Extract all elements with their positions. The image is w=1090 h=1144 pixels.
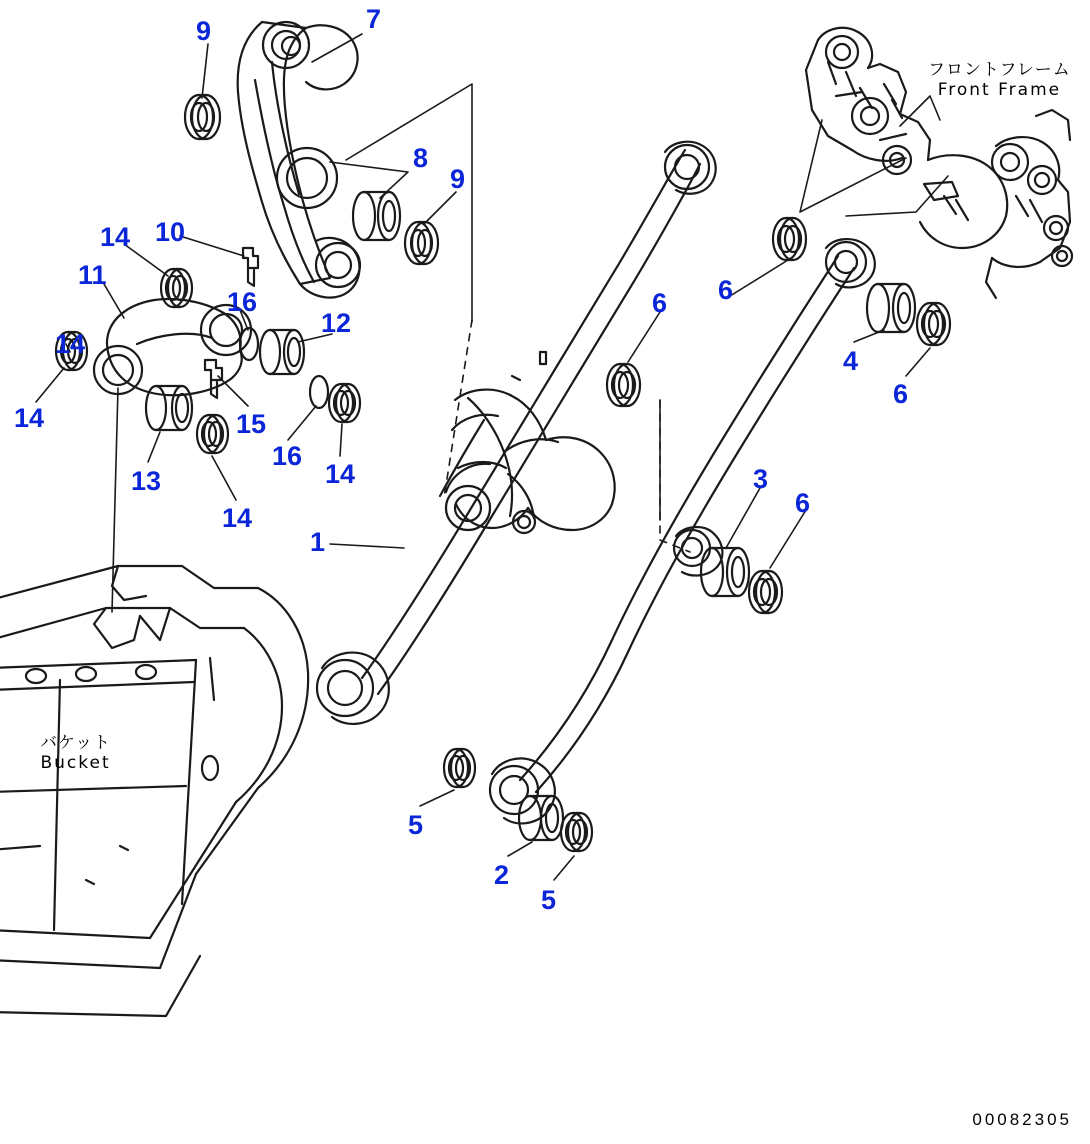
- bushing-part-8: [353, 192, 400, 240]
- callout-6-c: 6: [893, 379, 909, 409]
- bucket-label-en: Bucket: [40, 753, 111, 773]
- bushing-part-2: [519, 796, 563, 840]
- washer-part-16-b: [310, 376, 328, 408]
- callout-6-d: 6: [795, 488, 811, 518]
- seal-part-14-d: [329, 384, 360, 422]
- bushing-part-4: [867, 284, 915, 332]
- callout-1: 1: [310, 527, 326, 557]
- callout-9: 9: [196, 16, 212, 46]
- seal-part-5-a: [444, 749, 475, 787]
- callout-16-b: 16: [272, 441, 303, 471]
- bucket-assembly: [0, 566, 308, 1016]
- callout-2: 2: [494, 860, 510, 890]
- bushing-part-12: [260, 330, 304, 374]
- seal-part-6-d: [749, 571, 782, 613]
- leader-lines: [36, 34, 948, 880]
- callout-4: 4: [843, 346, 859, 376]
- callout-14-a: 14: [100, 222, 131, 252]
- lift-arm-part-1: [317, 142, 716, 724]
- seal-part-6-a: [607, 364, 640, 406]
- callout-8: 8: [413, 143, 429, 173]
- callout-9-mid: 9: [450, 164, 466, 194]
- callout-14-b: 14: [55, 329, 86, 359]
- callout-5-a: 5: [408, 810, 424, 840]
- seal-part-5-b: [561, 813, 592, 851]
- callout-14-e: 14: [222, 503, 253, 533]
- grease-fitting-part-10: [243, 248, 258, 286]
- callout-6-b: 6: [718, 275, 734, 305]
- callout-16-a: 16: [227, 287, 258, 317]
- front-frame-label-en: Front Frame: [937, 80, 1062, 100]
- washer-part-16-a: [240, 328, 258, 360]
- seal-part-9-mid: [405, 222, 438, 264]
- callout-5-b: 5: [541, 885, 557, 915]
- seal-part-6-b: [773, 218, 806, 260]
- front-frame-label-jp: フロントフレーム: [928, 60, 1071, 80]
- callout-3: 3: [753, 464, 769, 494]
- tilt-rod: [490, 239, 875, 823]
- callout-6-a: 6: [652, 288, 668, 318]
- callout-11: 11: [78, 260, 107, 290]
- callout-10: 10: [155, 217, 186, 247]
- callout-12: 12: [321, 308, 352, 338]
- bucket-label-jp: バケット: [40, 733, 112, 753]
- bucket-label: [40, 733, 111, 773]
- seal-part-14-c: [197, 415, 228, 453]
- drawing-number: 00082305: [972, 1110, 1072, 1129]
- leader-lines-dashed: [444, 320, 690, 552]
- callout-14-d: 14: [325, 459, 356, 489]
- callout-14-c: 14: [14, 403, 45, 433]
- seal-part-6-c: [917, 303, 950, 345]
- callout-7: 7: [366, 4, 382, 34]
- front-frame-label: [928, 60, 1071, 100]
- seal-part-9-upper: [185, 95, 220, 139]
- callout-13: 13: [131, 466, 162, 496]
- grease-fitting-part-15: [205, 360, 222, 398]
- callout-15: 15: [236, 409, 267, 439]
